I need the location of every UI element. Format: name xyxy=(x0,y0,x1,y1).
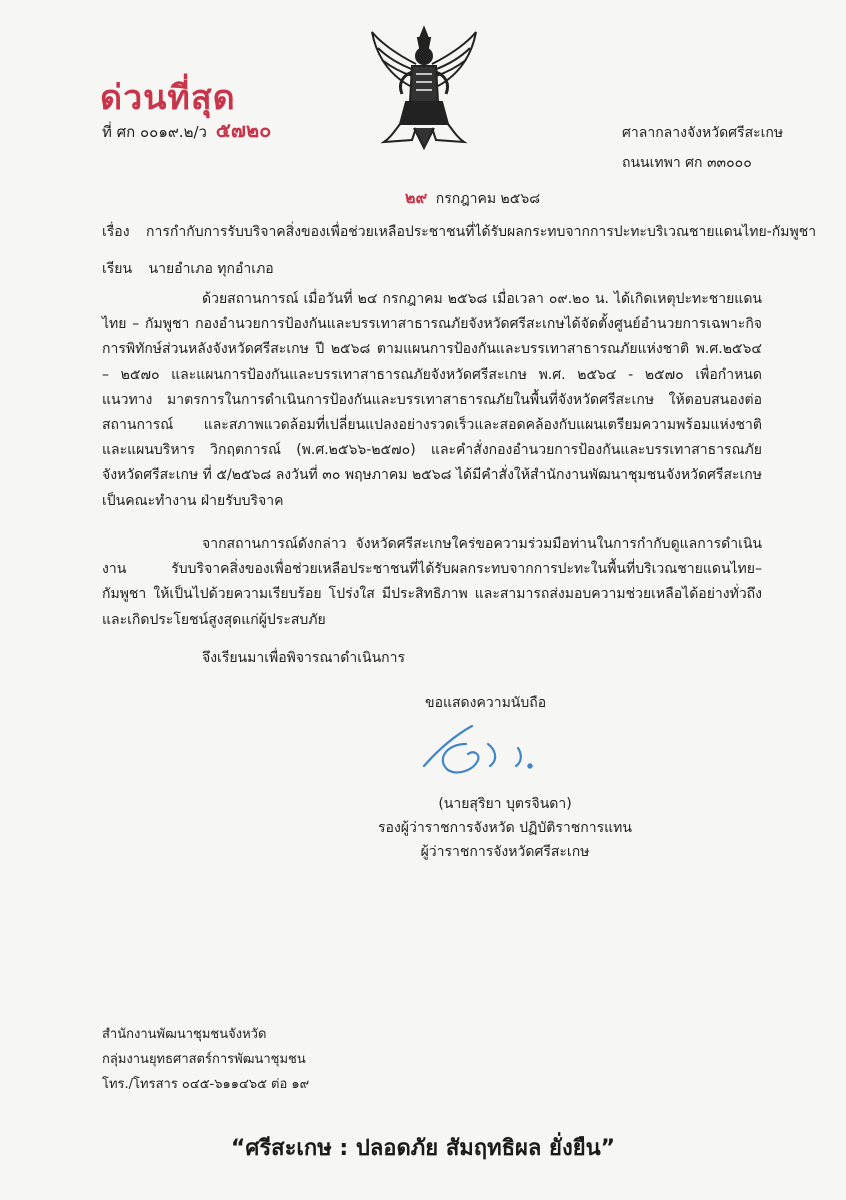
document-number-handwritten: ๕๗๒๐ xyxy=(215,118,272,142)
body-paragraph-2: จากสถานการณ์ดังกล่าว จังหวัดศรีสะเกษใคร่ขอความร่วมมือท่านในการกำกับดูแลการดำเนินงาน รับบริจาคสิ่งของเพื่อช่วยเหลือประชาชนที่ได้รับผลกระทบจากการปะทะในพื้นที่บริเวณชายแดนไทย–กัมพูชา ให้เป็นไปด้วยความเรียบร้อย โปร่งใส มีประสิทธิภาพ และสามารถส่งมอบความช่วยเหลือได้อย่างทั่วถึง และเกิดประโยชน์สูงสุดแก่ผู้ประสบภัย xyxy=(102,536,762,628)
garuda-emblem-icon xyxy=(366,24,482,152)
recipient-text: นายอำเภอ ทุกอำเภอ xyxy=(148,261,274,277)
footer-department: สำนักงานพัฒนาชุมชนจังหวัด xyxy=(102,1027,267,1042)
urgency-stamp: ด่วนที่สุด xyxy=(100,78,236,118)
handwritten-signature xyxy=(418,714,548,784)
date-month-year: กรกฎาคม ๒๕๖๘ xyxy=(435,191,541,207)
body-paragraph-1: ด้วยสถานการณ์ เมื่อวันที่ ๒๔ กรกฎาคม ๒๕๖๘ เมื่อเวลา ๐๙.๒๐ น. ได้เกิดเหตุปะทะชายแดน ไทย – กัมพูชา กองอำนวยการป้องกันและบรรเทาสาธารณภัยจังหวัดศรีสะเกษได้จัดตั้งศูนย์อำนวยการเฉพาะกิจ การพิทักษ์ส่วนหลังจังหวัดศรีสะเกษ ปี ๒๕๖๘ ตามแผนการป้องกันและบรรเทาสาธารณภัยแห่งชาติ พ.ศ.๒๕๖๔ – ๒๕๗๐ และแผนการป้องกันและบรรเทาสาธารณภัยจังหวัดศรีสะเกษ พ.ศ. ๒๕๖๔ - ๒๕๗๐ เพื่อกำหนดแนวทาง มาตรการในการดำเนินการป้องกันและบรรเทาสาธารณภัยในพื้นที่จังหวัดศรีสะเกษ ให้ตอบสนองต่อสถานการณ์ และสภาพแวดล้อมที่เปลี่ยนแปลงอย่างรวดเร็วและสอดคล้องกับแผนเตรียมความพร้อมแห่งชาติ และแผนบริหาร วิกฤตการณ์ (พ.ศ.๒๕๖๖-๒๕๗๐) และคำสั่งกองอำนวยการป้องกันและบรรเทาสาธารณภัยจังหวัดศรีสะเกษ ที่ ๕/๒๕๖๘ ลงวันที่ ๓๐ พฤษภาคม ๒๕๖๘ ได้มีคำสั่งให้สำนักงานพัฒนาชุมชนจังหวัดศรีสะเกษเป็นคณะทำงาน ฝ่ายรับบริจาค xyxy=(102,291,762,509)
office-name: ศาลากลางจังหวัดศรีสะเกษ xyxy=(622,125,784,141)
recipient-label: เรียน xyxy=(102,261,133,277)
contact-footer xyxy=(102,1022,309,1097)
office-address: ถนนเทพา ศก ๓๓๐๐๐ xyxy=(622,155,752,171)
subject-line xyxy=(102,221,822,243)
footer-phone: โทร./โทรสาร ๐๔๕-๖๑๑๔๖๕ ต่อ ๑๙ xyxy=(102,1077,310,1092)
signer-block xyxy=(375,792,635,864)
province-slogan: “ศรีสะเกษ : ปลอดภัย สัมฤทธิผล ยั่งยืน” xyxy=(230,1136,616,1161)
subject-label: เรื่อง xyxy=(102,224,130,240)
signer-title-2: ผู้ว่าราชการจังหวัดศรีสะเกษ xyxy=(420,844,590,860)
document-number-prefix: ที่ ศก ๐๐๑๙.๒/ว xyxy=(102,123,207,141)
closing-salutation: ขอแสดงความนับถือ xyxy=(425,695,547,711)
body-paragraph-3: จึงเรียนมาเพื่อพิจารณาดำเนินการ xyxy=(202,650,406,666)
document-number xyxy=(102,114,271,146)
subject-text: การกำกับการรับบริจาคสิ่งของเพื่อช่วยเหลือประชาชนที่ได้รับผลกระทบจากการปะทะบริเวณชายแดนไทย-กัมพูชา xyxy=(146,224,817,240)
issuing-office xyxy=(622,118,783,178)
date-day-handwritten: ๒๙ xyxy=(405,188,428,207)
document-date xyxy=(405,186,540,211)
signer-name: (นายสุริยา บุตรจินดา) xyxy=(438,796,572,812)
footer-group: กลุ่มงานยุทธศาสตร์การพัฒนาชุมชน xyxy=(102,1052,306,1067)
signer-title: รองผู้ว่าราชการจังหวัด ปฏิบัติราชการแทน xyxy=(378,820,632,836)
recipient-line xyxy=(102,258,274,280)
